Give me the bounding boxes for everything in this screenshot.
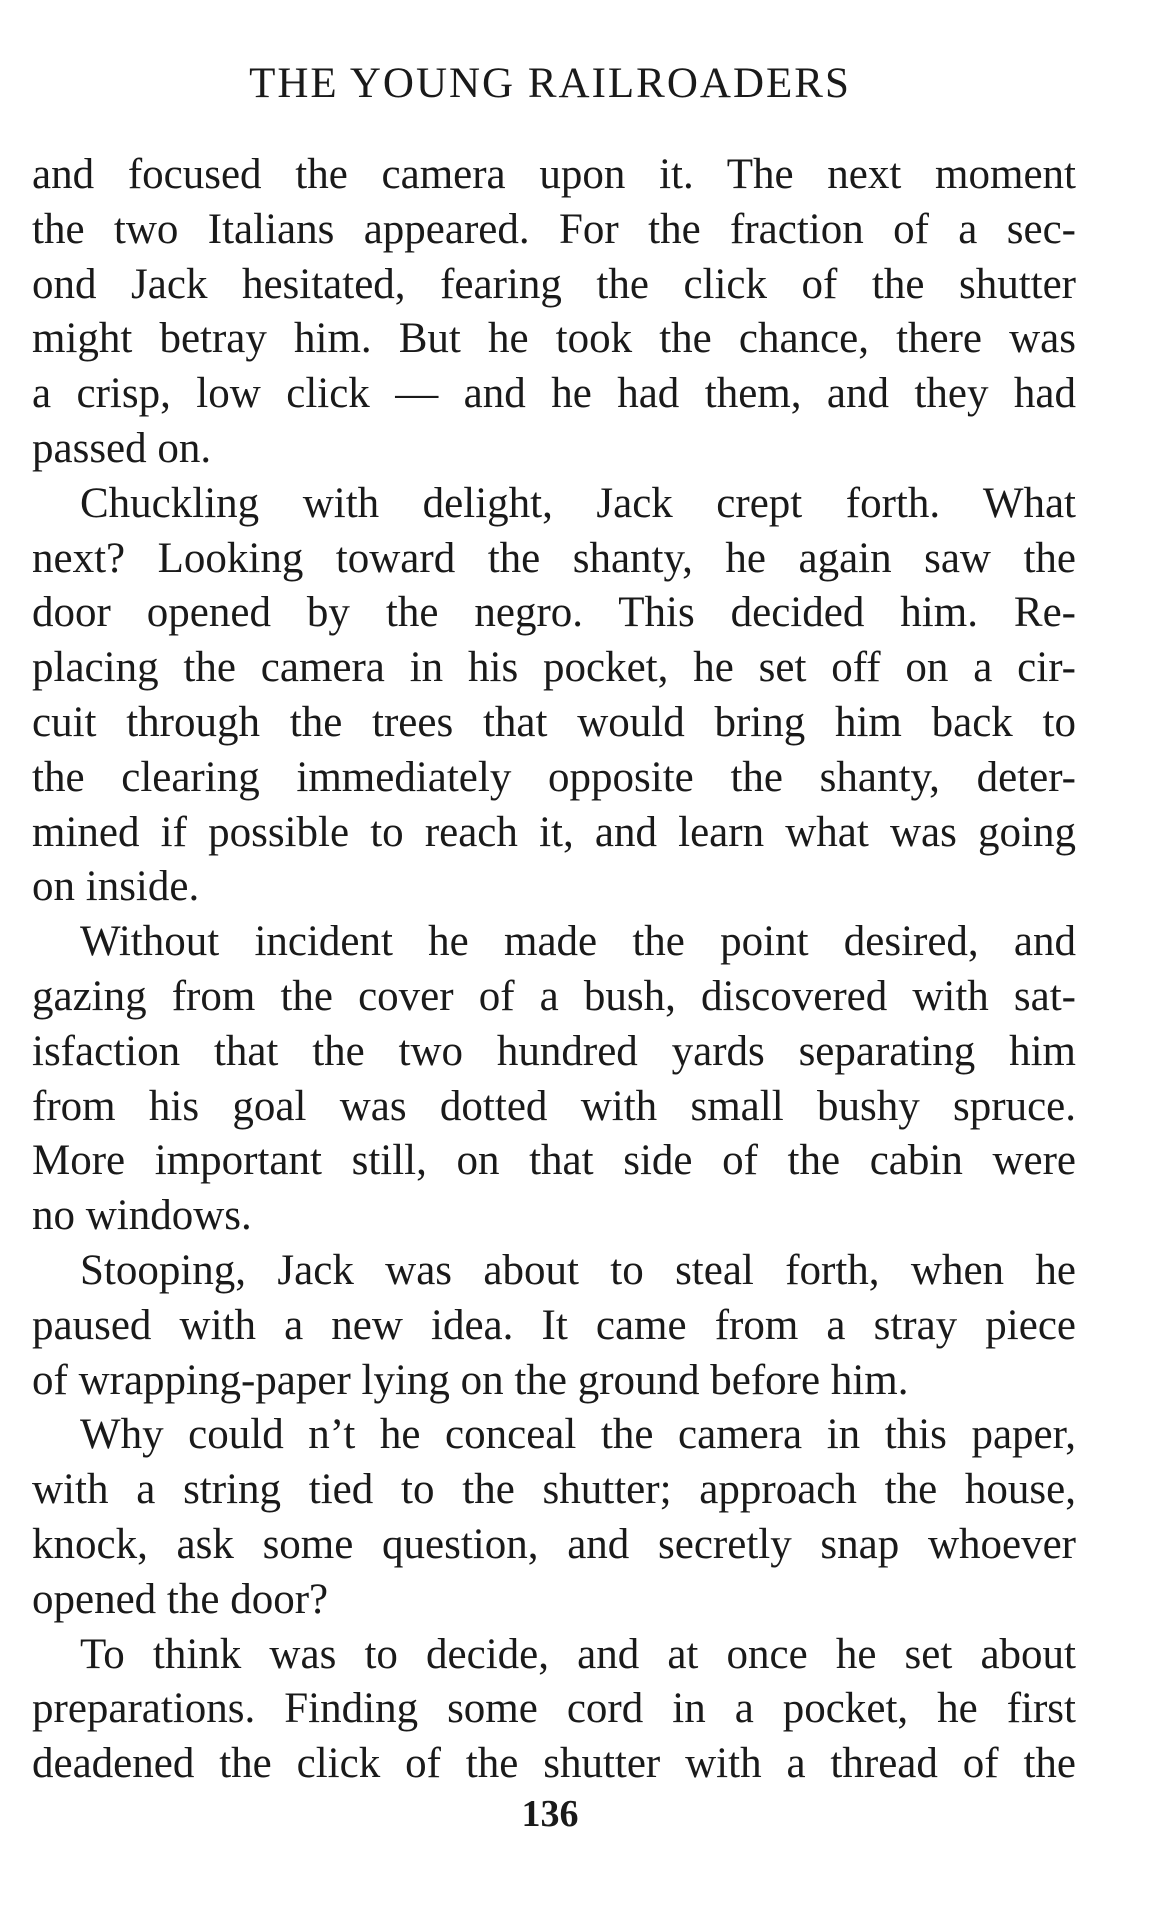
text-line: More important still, on that side of the cabin were [32,1137,1076,1185]
text-line: ond Jack hesitated, fearing the click of the shutter [32,260,1076,308]
text-line: door opened by the negro. This decided him. Re- [32,589,1076,637]
text-line: the clearing immediately opposite the shanty, deter- [32,753,1076,801]
text-line: deadened the click of the shutter with a thread of the [32,1740,1076,1788]
paragraph [32,477,1076,915]
body-text [32,148,1076,1792]
page-number: 136 [521,1793,579,1835]
text-line: cuit through the trees that would bring him back to [32,698,1076,746]
paragraph [32,1244,1076,1408]
paragraph [32,915,1076,1244]
text-line: preparations. Finding some cord in a pocket, he first [32,1685,1076,1733]
text-line: from his goal was dotted with small bushy spruce. [32,1082,1076,1130]
text-line: no windows. [32,1192,252,1240]
text-line: Chuckling with delight, Jack crept forth. What [80,479,1076,527]
paragraph [32,1408,1076,1627]
text-line: the two Italians appeared. For the fraction of a sec- [32,205,1076,253]
text-line: gazing from the cover of a bush, discovered with sat- [32,972,1076,1020]
text-line: of wrapping-paper lying on the ground before him. [32,1356,909,1404]
running-head: THE YOUNG RAILROADERS [249,60,851,107]
text-line: Why could n’t he conceal the camera in this paper, [80,1411,1076,1459]
text-line: Without incident he made the point desired, and [80,918,1076,966]
text-line: opened the door? [32,1575,329,1623]
text-line: mined if possible to reach it, and learn what was going [32,808,1076,856]
text-line: placing the camera in his pocket, he set off on a cir- [32,644,1076,692]
text-line: isfaction that the two hundred yards separating him [32,1027,1076,1075]
text-line: paused with a new idea. It came from a stray piece [32,1301,1076,1349]
text-line: and focused the camera upon it. The next moment [32,151,1076,198]
text-line: To think was to decide, and at once he set about [80,1630,1076,1678]
text-line: a crisp, low click — and he had them, and they had [32,370,1076,418]
text-line: passed on. [32,424,212,472]
text-line: Stooping, Jack was about to steal forth, when he [80,1246,1076,1294]
paragraph [32,1628,1076,1792]
text-line: next? Looking toward the shanty, he again saw the [32,534,1076,582]
text-line: with a string tied to the shutter; approach the house, [32,1466,1076,1514]
text-line: knock, ask some question, and secretly snap whoever [32,1520,1076,1568]
text-line: on inside. [32,863,200,911]
paragraph [32,148,1076,477]
text-line: might betray him. But he took the chance, there was [32,315,1076,363]
